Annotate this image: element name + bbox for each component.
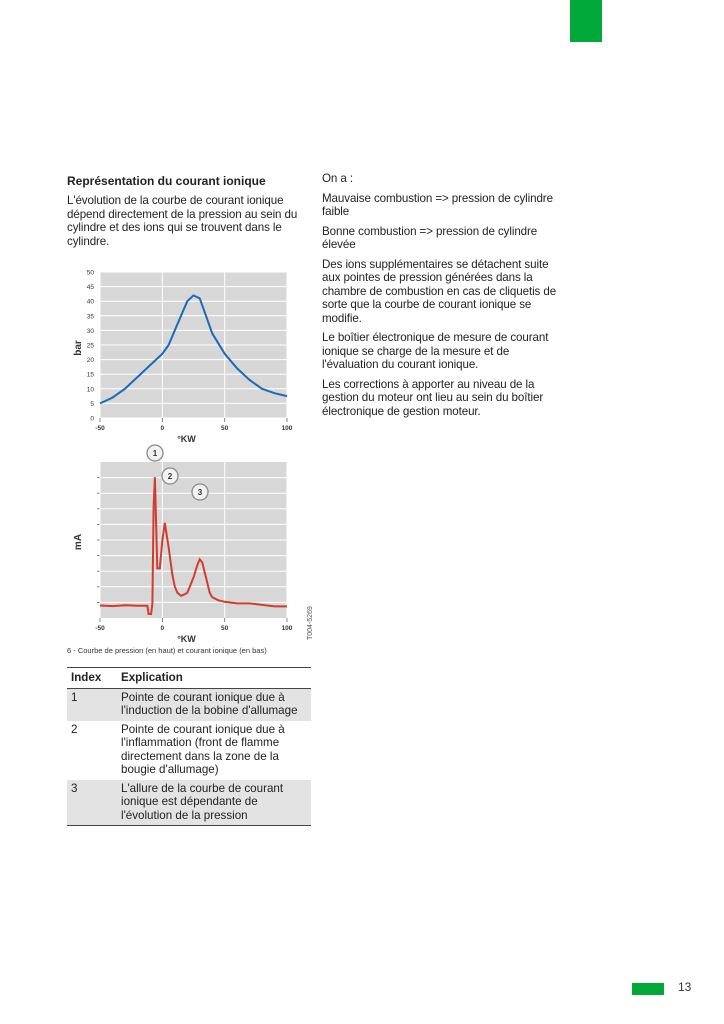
callout-marker-2 (162, 468, 178, 484)
ion-current-chart (73, 445, 314, 644)
table-row (67, 780, 311, 826)
pressure-y-tick-label: 45 (86, 284, 94, 292)
chapter-tab-marker (570, 0, 602, 42)
right-paragraph: Le boîtier électronique de mesure de courant ionique se charge de la mesure et de l'évaluation du courant ionique. (322, 331, 549, 371)
svg-text:2: 2 (167, 472, 173, 481)
row-index: 1 (67, 688, 117, 721)
table-header-row (67, 668, 311, 689)
callout-marker-1 (147, 445, 163, 461)
pressure-y-tick-label: 50 (86, 269, 94, 277)
right-paragraph: Mauvaise combustion => pression de cylindre faible (322, 191, 553, 218)
pressure-x-tick-label: 50 (221, 425, 229, 432)
page-number: 13 (678, 980, 692, 994)
svg-text:1: 1 (152, 449, 158, 458)
callout-marker-3 (192, 484, 208, 500)
pressure-y-tick-label: 0 (90, 415, 94, 423)
figure-caption: 6 - Courbe de pression (en haut) et courant ionique (en bas) (67, 646, 267, 655)
figure-code: T004-5269 (307, 606, 314, 640)
right-paragraph: Les corrections à apporter au niveau de la gestion du moteur ont lieu au sein du boîtier électronique de gestion moteur. (322, 377, 544, 418)
figure-charts (60, 262, 325, 647)
pressure-y-tick-label: 40 (86, 298, 94, 306)
row-index: 3 (67, 780, 117, 826)
pressure-y-tick-label: 15 (86, 371, 94, 379)
footer-marker (632, 983, 664, 995)
pressure-x-tick-label: 100 (281, 425, 293, 432)
row-explanation: L'allure de la courbe de courant ionique est dépendante de l'évolution de la pression (117, 780, 311, 826)
pressure-y-tick-label: 25 (86, 342, 94, 350)
pressure-y-tick-label: 10 (86, 386, 94, 394)
table-row (67, 721, 311, 780)
pressure-y-axis-label: bar (73, 340, 84, 356)
current-x-axis-label: °KW (177, 634, 196, 644)
right-paragraph: Des ions supplémentaires se détachent suite aux pointes de pression générées dans la chambre de combustion en cas de cliquetis de sorte que la courbe de courant ionique se modifie. (322, 257, 557, 325)
pressure-x-tick-label: -50 (95, 425, 105, 432)
current-x-tick-label: 100 (281, 625, 293, 632)
current-x-tick-label: 0 (160, 625, 165, 632)
pressure-y-tick-label: 20 (86, 357, 94, 365)
current-x-tick-label: -50 (95, 625, 105, 632)
pressure-x-tick-label: 0 (160, 425, 165, 432)
header-index: Index (67, 668, 117, 689)
right-paragraph: Bonne combustion => pression de cylindre élevée (322, 224, 538, 251)
pressure-y-tick-label: 35 (86, 313, 94, 321)
left-column (67, 172, 311, 254)
header-explanation: Explication (117, 668, 311, 689)
pressure-y-tick-label: 30 (86, 327, 94, 335)
row-explanation: Pointe de courant ionique due à l'induction de la bobine d'allumage (117, 688, 311, 721)
right-column (322, 172, 566, 424)
right-paragraph: On a : (322, 172, 353, 185)
pressure-chart (73, 270, 293, 445)
current-x-tick-label: 50 (221, 625, 229, 632)
current-y-axis-label: mA (73, 533, 84, 551)
table-row (67, 688, 311, 721)
pressure-y-tick-label: 5 (90, 400, 94, 408)
section-heading: Représentation du courant ionique (67, 174, 266, 188)
intro-paragraph: L'évolution de la courbe de courant ionique dépend directement de la pression au sein du cylindre et des ions qui se trouvent dans le cylindre. (67, 194, 298, 248)
row-explanation: Pointe de courant ionique due à l'inflammation (front de flamme directement dans la zone de la bougie d'allumage) (121, 722, 285, 776)
svg-text:3: 3 (197, 488, 203, 497)
legend-table (67, 667, 311, 826)
pressure-x-axis-label: °KW (177, 434, 196, 444)
row-index: 2 (71, 722, 78, 736)
